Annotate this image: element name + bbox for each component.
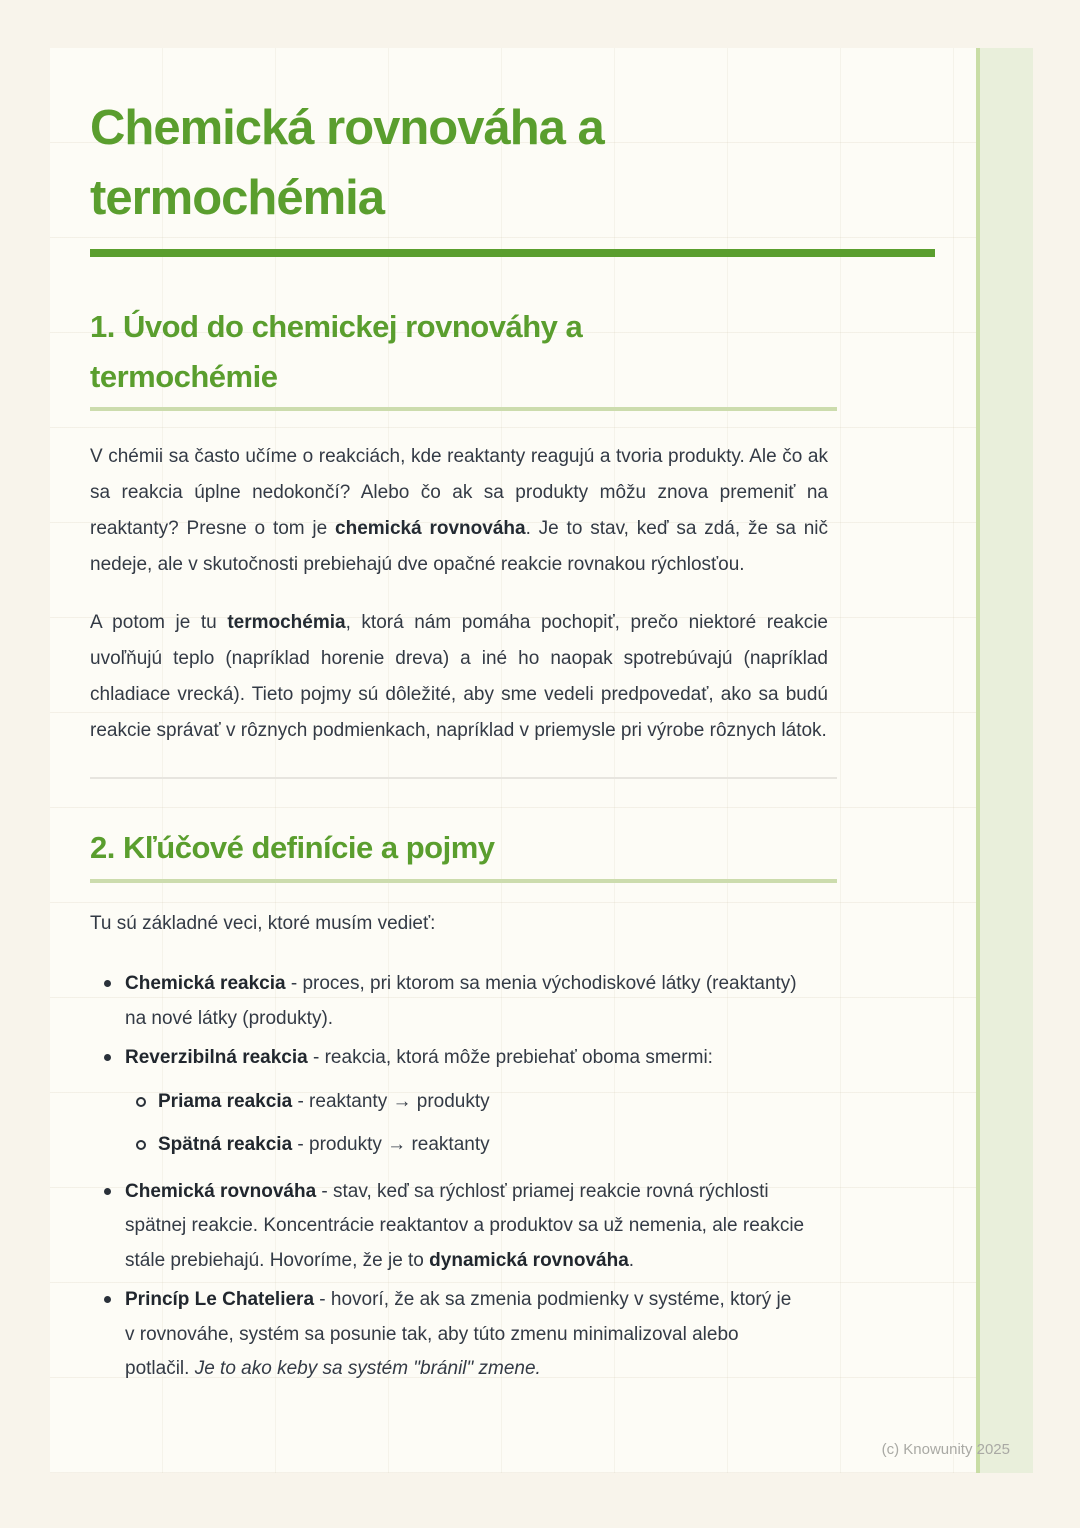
term-reverzibilna-reakcia: Reverzibilná reakcia [125,1047,308,1068]
sub-list [125,1085,805,1163]
term-princip-le-chateliera: Princíp Le Chateliera [125,1289,315,1310]
paragraph-1-bold-term: chemická rovnováha [335,518,526,539]
term-chemicka-rovnovaha: Chemická rovnováha [125,1180,317,1202]
definition-text: - hovorí, že ak sa zmenia podmienky v systéme, ktorý je v rovnováhe, systém sa posunie tak, aby túto zmenu minimalizoval alebo potlačil. [125,1289,792,1379]
copyright-watermark: (c) Knowunity 2025 [881,1441,1010,1458]
document-content [50,48,986,1387]
section-1-underline-rule [90,407,837,411]
section-1-heading: 1. Úvod do chemickej rovnováhy a termochémie [90,309,583,394]
paragraph-2-text-cont: , ktorá nám pomáha pochopiť, prečo niektoré reakcie uvoľňujú teplo (napríklad horenie dreva) a iné ho naopak spotrebúvajú (napríklad chladiace vrecká). Tieto pojmy sú dôležité, aby sme vedeli predpovedať, ako sa budú reakcie správať v rôznych podmienkach, napríklad v priemysle pri výrobe rôznych látok. [90,612,828,741]
definition-text: - produkty → reaktanty [292,1134,490,1155]
title-underline-rule [90,249,935,257]
definitions-intro: Tu sú základné veci, ktoré musím vedieť: [90,913,436,934]
definition-text: - reaktanty → produkty [292,1090,490,1112]
definition-text-end: . [628,1249,635,1271]
term-priama-reakcia: Priama reakcia [158,1090,293,1112]
section-2 [90,823,986,1387]
list-item [90,1175,805,1279]
definition-text: - proces, pri ktorom sa menia východiskové látky (reaktanty) na nové látky (produkty). [125,973,797,1029]
list-item [90,1041,805,1163]
definition-text: - reakcia, ktorá môže prebiehať oboma smermi: [307,1047,713,1068]
section-divider [90,777,837,779]
paragraph-1 [90,439,828,583]
list-item [90,967,805,1036]
paragraph-2-text: A potom je tu [90,612,228,633]
term-spatna-reakcia: Spätná reakcia [158,1134,293,1155]
term-dynamicka-rovnovaha: dynamická rovnováha [429,1249,629,1271]
section-1 [90,302,986,749]
section-2-heading: 2. Kľúčové definície a pojmy [90,830,495,865]
term-chemicka-reakcia: Chemická reakcia [125,973,286,994]
paragraph-2-bold-term: termochémia [227,612,346,633]
definitions-list [90,967,805,1387]
paragraph-2 [90,605,828,749]
list-item [90,1283,805,1387]
paragraph-1-text-cont: . Je to stav, keď sa zdá, že sa nič nedeje, ale v skutočnosti prebiehajú dve opačné reakcie rovnakou rýchlosťou. [90,518,828,575]
section-2-underline-rule [90,879,837,883]
page-title: Chemická rovnováha a termochémia [90,101,604,225]
definition-italic-note: Je to ako keby sa systém "bránil" zmene. [194,1358,541,1379]
definition-text: - stav, keď sa rýchlosť priamej reakcie rovná rýchlosti spätnej reakcie. Koncentrácie reaktantov a produktov sa už nemenia, ale reakcie stále prebiehajú. Hovoríme, že je to [125,1180,805,1271]
document-page [50,48,1033,1473]
sub-list-item [125,1085,805,1120]
sub-list-item [125,1128,805,1163]
paragraph-1-text: V chémii sa často učíme o reakciách, kde reaktanty reagujú a tvoria produkty. Ale čo ak sa reakcia úplne nedokončí? Alebo čo ak sa produkty môžu znova premeniť na reaktanty? Presne o tom je [90,446,828,539]
